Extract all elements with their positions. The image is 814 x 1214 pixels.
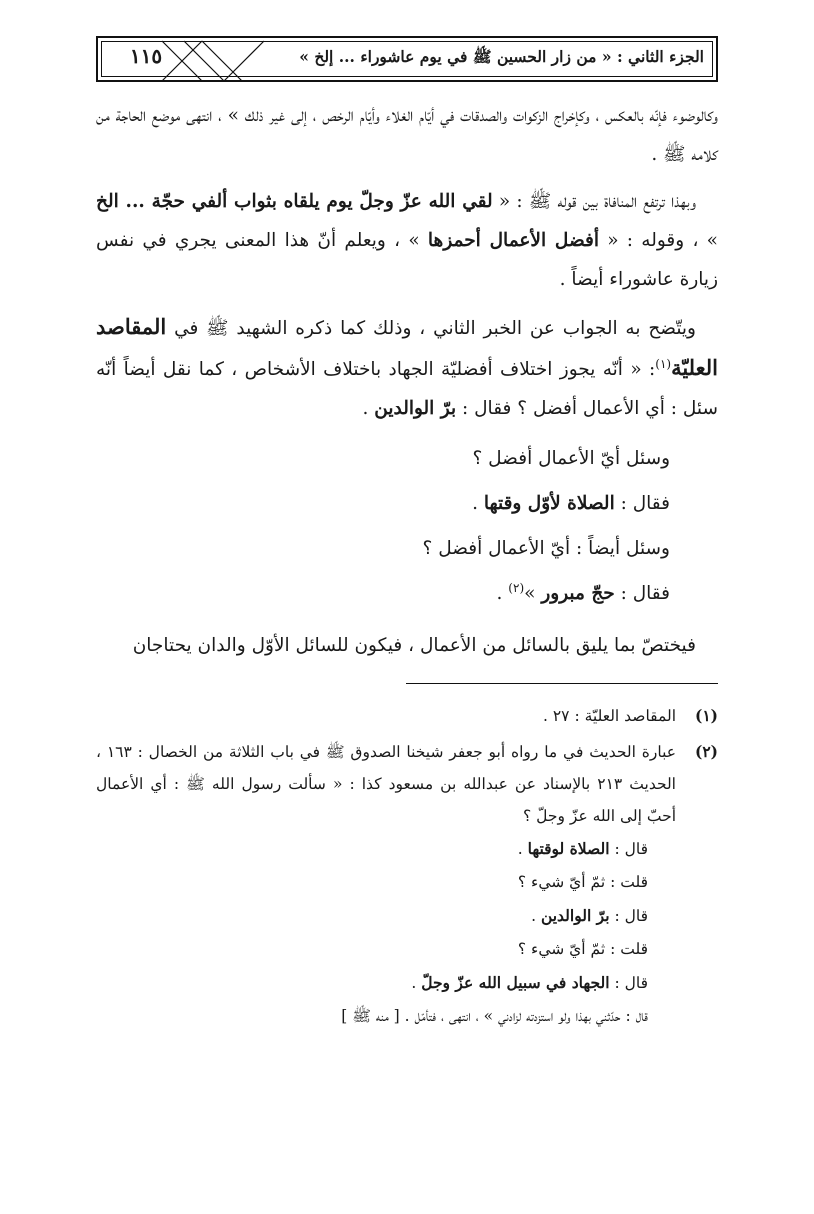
- fn2-line-4: قلت : ثمّ أيّ شيء ؟: [517, 940, 648, 958]
- page-number: ١١٥: [129, 44, 163, 68]
- fn2-l3-b: برّ الوالدين: [540, 906, 610, 925]
- p2-part-e: » ، ويعلم أنّ هذا المعنى يجري في نفس زيارة عاشوراء أيضاً .: [96, 230, 718, 290]
- fn2-line-5: [96, 966, 648, 1000]
- page-header: [96, 36, 718, 82]
- fn2-line-6: قال : حدّثني بهذا ولو استزدته لزادني » ، انتهى ، فتأمّل . [ منه ﷺ ]: [341, 1007, 648, 1025]
- footnote-2-number: (٢): [694, 742, 718, 761]
- l4-part-d: .: [496, 583, 509, 604]
- footnote-ref-2: (٢): [508, 580, 525, 595]
- fn2-l1-b: الصلاة لوقتها: [527, 839, 610, 858]
- paragraph-4: فيختصّ بما يليق بالسائل من الأعمال ، فيكون للسائل الأوّل والدان يحتاجان: [132, 635, 696, 656]
- footnote-2-dialogue: [96, 832, 718, 1033]
- footnote-2: [96, 736, 718, 832]
- fn2-l5-b: الجهاد في سبيل الله عزّ وجلّ: [421, 973, 610, 992]
- p2-part-c: » ، وقوله : «: [598, 230, 718, 251]
- l2-part-c: .: [472, 493, 484, 514]
- l2-part-a: فقال :: [614, 493, 670, 514]
- p3-part-c: : « أنّه يجوز اختلاف أفضليّة الجهاد باختلاف الأشخاص ، كما نقل أيضاً أنّه سئل : أي الأعمال أفضل ؟ فقال :: [96, 359, 718, 419]
- footnote-separator: [406, 683, 718, 684]
- fn2-l1-c: .: [517, 840, 528, 858]
- main-text: [96, 96, 718, 673]
- fn2-l3-c: .: [531, 907, 541, 925]
- fn2-l5-a: قال :: [609, 974, 648, 992]
- dialogue-block: [96, 436, 718, 616]
- footnote-1-number: (١): [694, 706, 718, 725]
- running-head: الجزء الثاني : « من زار الحسين ﷺ في يوم عاشوراء ... إلخ »: [299, 47, 704, 66]
- fn2-line-2: قلت : ثمّ أيّ شيء ؟: [517, 873, 648, 891]
- fn2-line-1: [96, 832, 648, 866]
- fn2-l1-a: قال :: [609, 840, 648, 858]
- dialogue-line-3: وسئل أيضاً : أيّ الأعمال أفضل ؟: [422, 538, 670, 559]
- dialogue-line-2: [96, 481, 718, 526]
- paragraph-1: وكالوضوء فإنّه بالعكس ، وكإخراج الزكوات والصدقات في أيّام الغلاء وأيّام الرخص ، إلى غير ذلك » ، انتهى موضع الحاجة من كلامه ﷺ .: [96, 105, 718, 165]
- hadith-quote-1: لقي الله عزّ وجلّ يوم يلقاه بثواب ألفي حجّة ... الخ: [96, 191, 493, 212]
- dialogue-line-1: وسئل أيّ الأعمال أفضل ؟: [472, 448, 670, 469]
- answer-salat: الصلاة لأوّل وقتها: [483, 493, 615, 514]
- footnote-ref-1: (١): [655, 356, 672, 371]
- answer-hajj: حجّ مبرور: [541, 583, 615, 604]
- fn2-line-3: [96, 899, 648, 933]
- footnote-1-text: المقاصد العليّة : ٢٧ .: [543, 707, 676, 725]
- dialogue-line-4: [96, 571, 718, 616]
- hadith-quote-2: أفضل الأعمال أحمزها: [427, 230, 599, 251]
- footnote-2-text: عبارة الحديث في ما رواه أبو جعفر شيخنا الصدوق ﷺ في باب الثلاثة من الخصال : ١٦٣ ، الحديث ٢١٣ بالإسناد عن عبدالله بن مسعود كذا : « سألت رسول الله ﷺ : أي الأعمال أحبّ إلى الله عزّ وجلّ ؟: [96, 743, 676, 825]
- footnote-1: [96, 700, 718, 732]
- paragraph-3: [96, 307, 718, 428]
- l4-part-c: »: [524, 583, 542, 604]
- p3-part-a: ويتّضح به الجواب عن الخبر الثاني ، وذلك كما ذكره الشهيد ﷺ في: [166, 318, 696, 339]
- book-title: المقاصد العليّة: [96, 314, 718, 380]
- l4-part-a: فقال :: [614, 583, 670, 604]
- fn2-l5-c: .: [411, 974, 422, 992]
- footnotes: [96, 700, 718, 1033]
- p3-part-e: .: [362, 398, 375, 419]
- paragraph-2: [96, 182, 718, 299]
- p2-part-a: وبهذا ترتفع المنافاة بين قوله ﷺ : «: [492, 191, 697, 212]
- answer-birr: برّ الوالدين: [374, 398, 457, 419]
- fn2-l3-a: قال :: [609, 907, 648, 925]
